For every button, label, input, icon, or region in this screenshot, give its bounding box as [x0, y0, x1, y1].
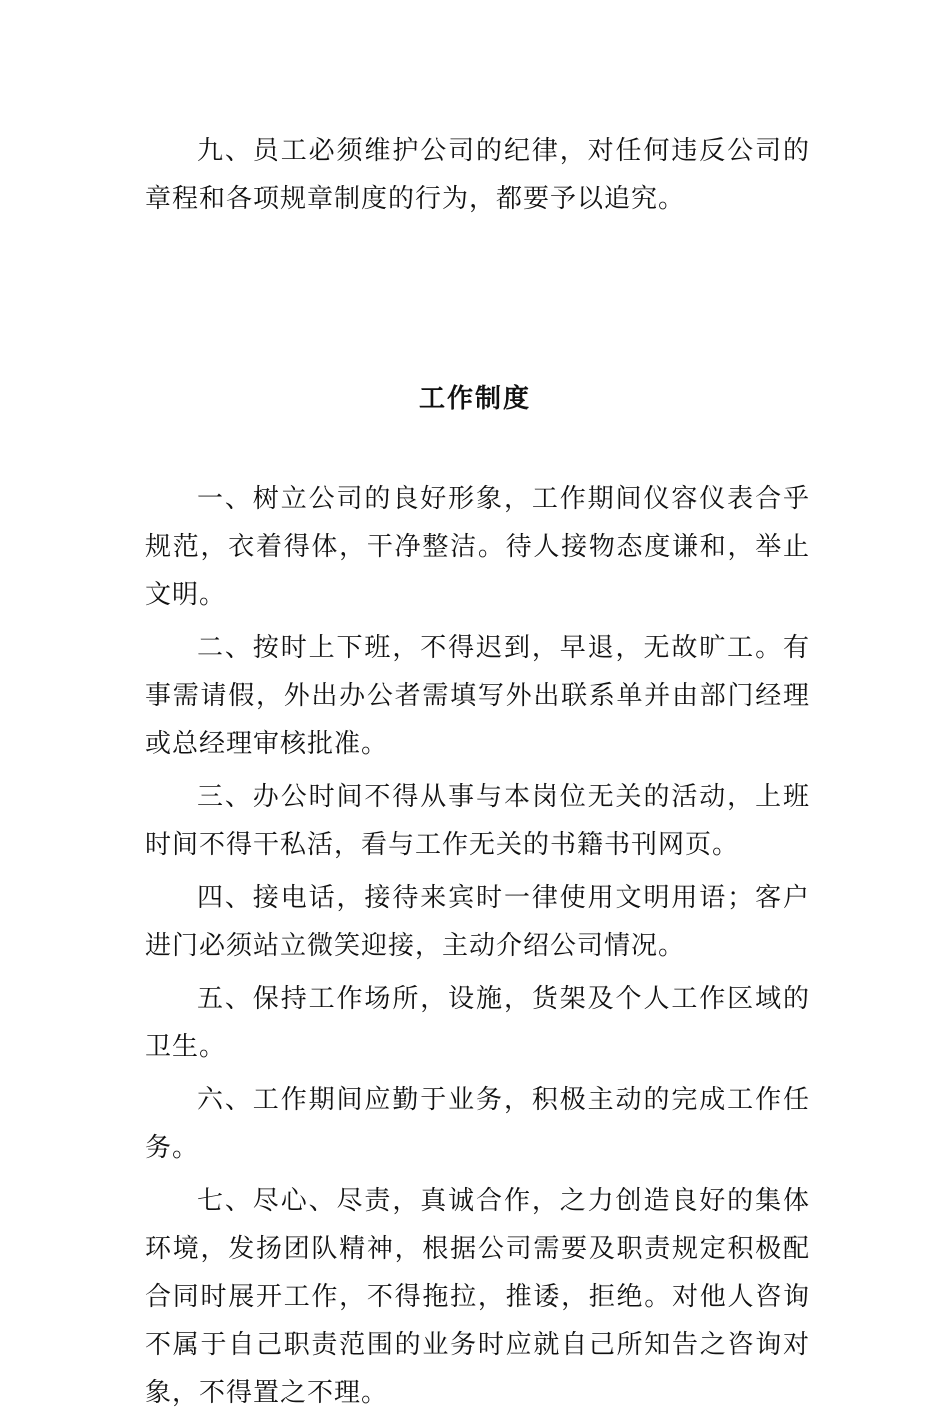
rule-paragraph-7: 七、尽心、尽责，真诚合作，之力创造良好的集体环境，发扬团队精神，根据公司需要及职责规定积极配合同时展开工作，不得拖拉，推诿，拒绝。对他人咨询不属于自己职责范围的业务时应就自己所知告之咨询对象，不得置之不理。 [145, 1186, 810, 1408]
rule-paragraph-5: 五、保持工作场所，设施，货架及个人工作区域的卫生。 [145, 984, 810, 1062]
intro-paragraph: 九、员工必须维护公司的纪律，对任何违反公司的章程和各项规章制度的行为，都要予以追究。 [145, 136, 810, 214]
rule-paragraph-2: 二、按时上下班，不得迟到，早退，无故旷工。有事需请假，外出办公者需填写外出联系单并由部门经理或总经理审核批准。 [145, 633, 810, 759]
section-body [145, 475, 810, 1422]
rule-paragraph-1: 一、树立公司的良好形象，工作期间仪容仪表合乎规范，衣着得体，干净整洁。待人接物态度谦和，举止文明。 [145, 484, 810, 610]
section-title: 工作制度 [418, 384, 531, 414]
rule-paragraph-4: 四、接电话，接待来宾时一律使用文明用语；客户进门必须站立微笑迎接，主动介绍公司情况。 [145, 883, 810, 961]
rule-paragraph-3: 三、办公时间不得从事与本岗位无关的活动，上班时间不得干私活，看与工作无关的书籍书刊网页。 [145, 782, 810, 860]
rule-paragraph-6: 六、工作期间应勤于业务，积极主动的完成工作任务。 [145, 1085, 810, 1163]
